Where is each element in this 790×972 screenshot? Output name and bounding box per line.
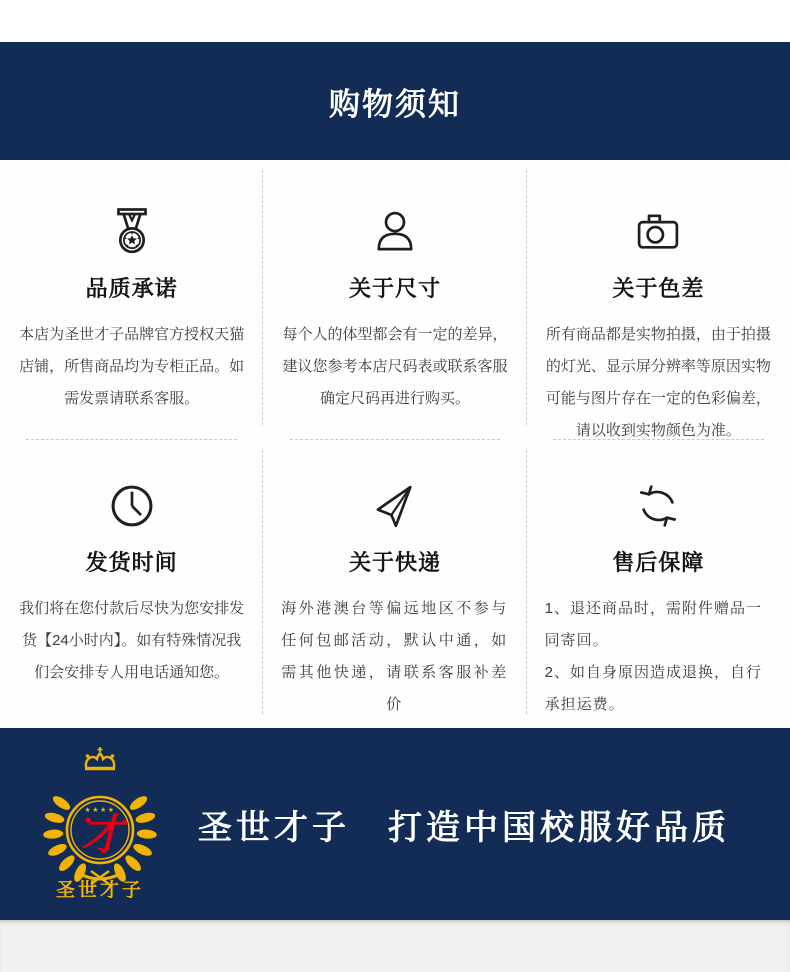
brand-emblem-logo <box>40 746 160 903</box>
notice-banner <box>0 42 790 160</box>
card-text: 本店为圣世才子品牌官方授权天猫店铺，所售商品均为专柜正品。如需发票请联系客服。 <box>19 326 245 407</box>
logo-wordmark: 圣世才子 <box>55 879 145 898</box>
card-text: 所有商品都是实物拍摄，由于拍摄的灯光、显示屏分辨率等原因实物可能与图片存在一定的色彩偏差，请以收到实物颜色为准。 <box>545 326 771 439</box>
card-color <box>527 160 790 439</box>
card-courier <box>263 440 526 728</box>
card-after-sales <box>527 440 790 728</box>
top-spacer <box>0 0 790 42</box>
card-size <box>263 160 526 439</box>
card-title: 关于尺寸 <box>348 276 441 301</box>
medal-icon <box>0 204 263 260</box>
emblem-stars: ★★★★ <box>84 805 116 814</box>
paper-plane-icon <box>263 478 526 534</box>
emblem-red-glyph: 才 <box>80 812 124 859</box>
card-title: 品质承诺 <box>85 276 178 301</box>
card-text-line2: 2、如自身原因造成退换，自行承担运费。 <box>544 664 762 713</box>
card-text: 海外港澳台等偏远地区不参与任何包邮活动，默认中通，如需其他快递，请联系客服补差价 <box>281 600 509 713</box>
card-title: 发货时间 <box>85 550 178 575</box>
brand-footer <box>0 728 790 920</box>
card-quality <box>0 160 263 439</box>
card-title: 售后保障 <box>612 550 705 575</box>
card-shipping-time <box>0 440 263 728</box>
info-row-1 <box>0 160 790 439</box>
person-icon <box>263 204 526 260</box>
info-row-2 <box>0 440 790 728</box>
card-title: 关于快递 <box>348 550 441 575</box>
info-grid <box>0 160 790 728</box>
card-text: 每个人的体型都会有一定的差异，建议您参考本店尺码表或联系客服确定尺码再进行购买。 <box>282 326 508 407</box>
card-title: 关于色差 <box>612 276 705 301</box>
card-text: 我们将在您付款后尽快为您安排发货【24小时内】。如有特殊情况我们会安排专人用电话通知您。 <box>19 600 245 681</box>
refresh-icon <box>527 478 790 534</box>
camera-icon <box>527 204 790 260</box>
banner-title: 购物须知 <box>329 86 461 122</box>
card-text-line1: 1、退还商品时，需附件赠品一同寄回。 <box>544 600 762 649</box>
bottom-gray-strip <box>0 920 790 972</box>
clock-icon <box>0 478 263 534</box>
footer-headline: 圣世才子 打造中国校服好品质 <box>198 809 730 847</box>
